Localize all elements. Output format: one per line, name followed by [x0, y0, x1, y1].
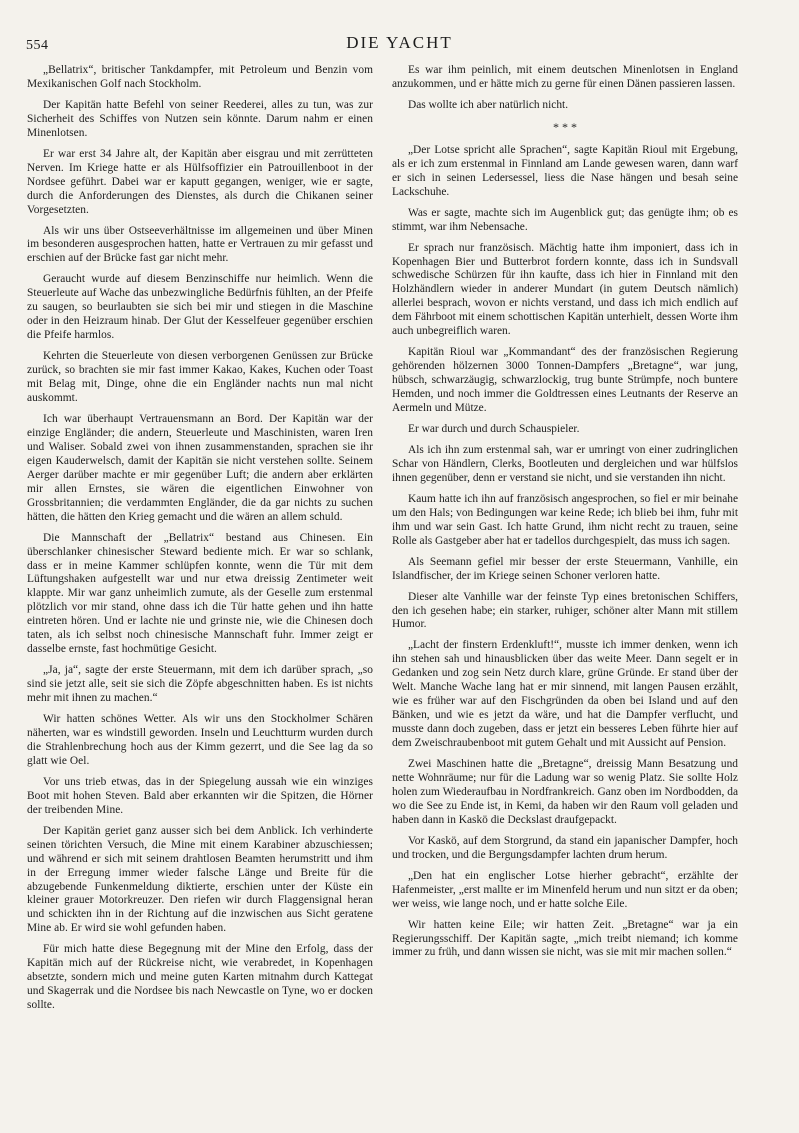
left-column [27, 64, 373, 1020]
paragraph: Als ich ihn zum erstenmal sah, war er umringt von einer zudringlichen Schar von Händlern, Clerks, Bootleuten und dergleichen und war hülfslos ihnen gegenüber, denn er verstand sie nicht, und sie verstanden ihn nicht. [392, 443, 738, 484]
running-head: DIE YACHT [346, 33, 453, 52]
section-break-asterisks: * * * [553, 119, 577, 134]
paragraph: Wir hatten schönes Wetter. Als wir uns den Stockholmer Schären näherten, war es windstill geworden. Inseln und Leuchtturm wurden durch die Strahlenbrechung hoch aus der Kimm gezerrt, und die See lag da so glatt wie Oel. [27, 713, 373, 767]
right-column [392, 64, 738, 967]
paragraph: Kaum hatte ich ihn auf französisch angesprochen, so fiel er mir beinahe um den Hals; von Bedingungen war keine Rede; ich blieb bei ihm, fuhr mit ihm und war sein Gast. Ich hatte Grund, ihm nicht recht zu trauen, seine Rolle als Gastgeber aber hat er tadellos durchgespielt, das muss ich sagen. [392, 492, 738, 547]
paragraph: Als wir uns über Ostseeverhältnisse im allgemeinen und über Minen im besonderen ausgesprochen hatten, hatte er Vertrauen zu mir gefasst und erschien auf der Brücke fast gar nicht mehr. [27, 224, 373, 265]
paragraph: Er war erst 34 Jahre alt, der Kapitän aber eisgrau und mit zerrütteten Nerven. Im Kriege hatte er als Hülfsoffizier ein Patrouillenboot in der Nordsee geführt. Dabei war er kaputt gegangen, weniger, wie er sagte, durch die Anforderungen des Dienstes, als durch die Chikanen seiner Vorgesetzten. [27, 147, 373, 216]
paragraph: „Den hat ein englischer Lotse hierher gebracht“, erzählte der Hafenmeister, „erst mallte er im Minenfeld herum und nun sitzt er da oben; wer weiss, wie lange noch, und er hatte solche Eile. [392, 869, 738, 910]
paragraph: Dieser alte Vanhille war der feinste Typ eines bretonischen Schiffers, den ich gesehen habe; ein starker, ruhiger, schöner alter Mann mit stillem Humor. [392, 590, 738, 631]
paragraph: Das wollte ich aber natürlich nicht. [408, 98, 569, 111]
paragraph: Vor Kaskö, auf dem Storgrund, da stand ein japanischer Dampfer, hoch und trocken, und die Bergungsdampfer lachten drum herum. [392, 834, 738, 861]
paragraph: Der Kapitän geriet ganz ausser sich bei dem Anblick. Ich verhinderte seinen törichten Versuch, die Mine mit einem Karabiner abzuschiessen; und während er sich mit seinem drahtlosen Beamten herumstritt und ihm in der Erregung immer wieder falsche Länge und Breite für die abzugebende Funkenmeldung diktierte, erschien unter der Küste ein kleiner grauer Motorkreuzer. Den riefen wir durch Flaggensignal heran und schickten ihn in der Richtung auf die inzwischen aus Sicht geratene Mine ab. Er wird sie wohl gefunden haben. [27, 824, 373, 935]
paragraph: „Ja, ja“, sagte der erste Steuermann, mit dem ich darüber sprach, „so sind sie jetzt alle, seit sie sich die Zöpfe abgeschnitten haben. Es ist nichts mehr mit ihnen zu machen.“ [27, 664, 373, 705]
paragraph: Es war ihm peinlich, mit einem deutschen Minenlotsen in England anzukommen, und er hätte mich zu gerne für einen Dänen passieren lassen. [392, 64, 738, 90]
paragraph: Für mich hatte diese Begegnung mit der Mine den Erfolg, dass der Kapitän mich auf der Rückreise nicht, wie verabredet, in Kopenhagen absetzte, sondern mich und meine guten Karten mitnahm durch Kattegat und Skagerrak und die Nordsee bis nach Newcastle on Tyne, wo er docken sollte. [27, 943, 373, 1012]
paragraph: Kapitän Rioul war „Kommandant“ des der französischen Regierung gehörenden hölzernen 3000 Tonnen-Dampfers „Bretagne“, war jung, hübsch, schwarzäugig, schwarzlockig, trug bunte Strümpfe, noch buntere Hemden, und noch immer die Goldtressen eines Leutnants der Reserve an Aermeln und Mütze. [392, 346, 738, 415]
page-number: 554 [26, 38, 49, 53]
paragraph: Die Mannschaft der „Bellatrix“ bestand aus Chinesen. Ein überschlanker chinesischer Steward bediente mich. Er war so schlank, dass er in meine Kammer schlüpfen konnte, wenn die Tür mit dem Lüftungshaken aufgestellt war und nur etwa dreissig Zentimeter weit klappte. Mir war ganz unheimlich zumute, als der Geselle zum erstenmal plötzlich vor mir stand, ohne dass ich die Tür hatte gehen und ihn hatte eintreten hören. Und er lachte nie und grinste nie, wie die Chinesen doch taten, als ich selbst noch chinesische Mannschaft fuhr. Immer zeigt er dasselbe ernste, fast hochmütige Gesicht. [27, 531, 373, 656]
paragraph: Geraucht wurde auf diesem Benzinschiffe nur heimlich. Wenn die Steuerleute auf Wache das unbezwingliche Bedürfnis fühlten, an der Pfeife zu saugen, so beurlaubten sie sich bei mir und stiegen in die Maschine oder in den Heizraum hinab. Der Glut der Kesselfeuer gegenüber erschien die Pfeife harmlos. [27, 273, 373, 342]
paragraph: Vor uns trieb etwas, das in der Spiegelung aussah wie ein winziges Boot mit hohen Steven. Bald aber erkannten wir die Spitzen, die Hörner der treibenden Mine. [27, 775, 373, 816]
paragraph: Als Seemann gefiel mir besser der erste Steuermann, Vanhille, ein Islandfischer, der im Kriege seinen Schoner verloren hatte. [392, 555, 738, 582]
paragraph: „Bellatrix“, britischer Tankdampfer, mit Petroleum und Benzin vom Mexikanischen Golf nach Stockholm. [27, 64, 373, 90]
paragraph: Ich war überhaupt Vertrauensmann an Bord. Der Kapitän war der einzige Engländer; die andern, Steuerleute und Maschinisten, waren Iren und Waliser. Sobald zwei von ihnen zusammenstanden, sprachen sie ihr eigen Kauderwelsch, damit der Kapitän sie nicht verstehen sollte. Seinem Aerger darüber machte er mir gegenüber Luft; die andern aber erklärten mir allen Ernstes, sie wären die eigentlichen Einwohner von Grossbritannien; die verdammten Engländer, die da gar nichts zu suchen hätten, die hätten den Krieg gemacht und die wären an allem schuld. [27, 412, 373, 523]
paragraph: Zwei Maschinen hatte die „Bretagne“, dreissig Mann Besatzung und nette Wohnräume; nur für die Ladung war so wenig Platz. Sie sollte Holz holen zum Wiederaufbau in Nordfrankreich. Ganz oben im Nordbodden, da wo die See zu Ende ist, in Kemi, da haben wir den Raum voll geladen und haben dann in Kaskö die Deckslast draufgepackt. [392, 758, 738, 826]
paragraph: „Lacht der finstern Erdenkluft!“, musste ich immer denken, wenn ich ihn stehen sah und hinausblicken über das weite Meer. Dann segelt er in Gedanken und zog sein Netz durch klare, grüne Gründe. Er stand über der Welt. Manche Wache lang hat er mir sinnend, mit langen Pausen erzählt, wie es früher war auf den Fischgründen da oben bei Island und auf den Bänken, und wie es jetzt da wäre, und hat die Dampfer verflucht, und musste dann doch zugeben, dass er jetzt ein besseres Leben führte hier auf dem Zweischraubenboot mit gutem Gehalt und mit Aussicht auf Pension. [392, 639, 738, 750]
paragraph: Der Kapitän hatte Befehl von seiner Reederei, alles zu tun, was zur Sicherheit des Schiffes von Nutzen sein könnte. Darum nahm er einen Minenlotsen. [27, 98, 373, 139]
paragraph: Was er sagte, machte sich im Augenblick gut; das genügte ihm; ob es stimmt, war ihm Nebensache. [392, 206, 738, 233]
paragraph: Er sprach nur französisch. Mächtig hatte ihm imponiert, dass ich in Kopenhagen Bier und Butterbrot fordern konnte, dass ich in Sundsvall schwedische Schürzen für ihn kaufte, dass ich hier in Finnland mit den Holzhändlern wieder in anderer Mundart (in gutem Deutsch nämlich) allerlei besprach, wovon er nichts verstand, und dass ich mich endlich auf dem Fährboot mit einem schottischen Kapitän unterhielt, dessen Worte ihm auch unbegreiflich waren. [392, 241, 738, 338]
paragraph: „Der Lotse spricht alle Sprachen“, sagte Kapitän Rioul mit Ergebung, als er ich zum erstenmal in Finnland am Lande gewesen waren, dann warf er sich in seinen Ledersessel, liess die Nase hängen und besah seine Lackschuhe. [392, 143, 738, 198]
paragraph: Wir hatten keine Eile; wir hatten Zeit. „Bretagne“ war ja ein Regierungsschiff. Der Kapitän sagte, „mich treibt niemand; ich komme immer zu früh, und dann wissen sie nicht, was sie mit mir machen sollen.“ [392, 918, 738, 959]
paragraph: Er war durch und durch Schauspieler. [408, 423, 580, 436]
paragraph: Kehrten die Steuerleute von diesen verborgenen Genüssen zur Brücke zurück, so brachten sie mir fast immer Kakao, Kakes, Kuchen oder Toast mit Belag mit, Dinge, ohne die ein Engländer nachts nun mal nicht auskommt. [27, 350, 373, 405]
